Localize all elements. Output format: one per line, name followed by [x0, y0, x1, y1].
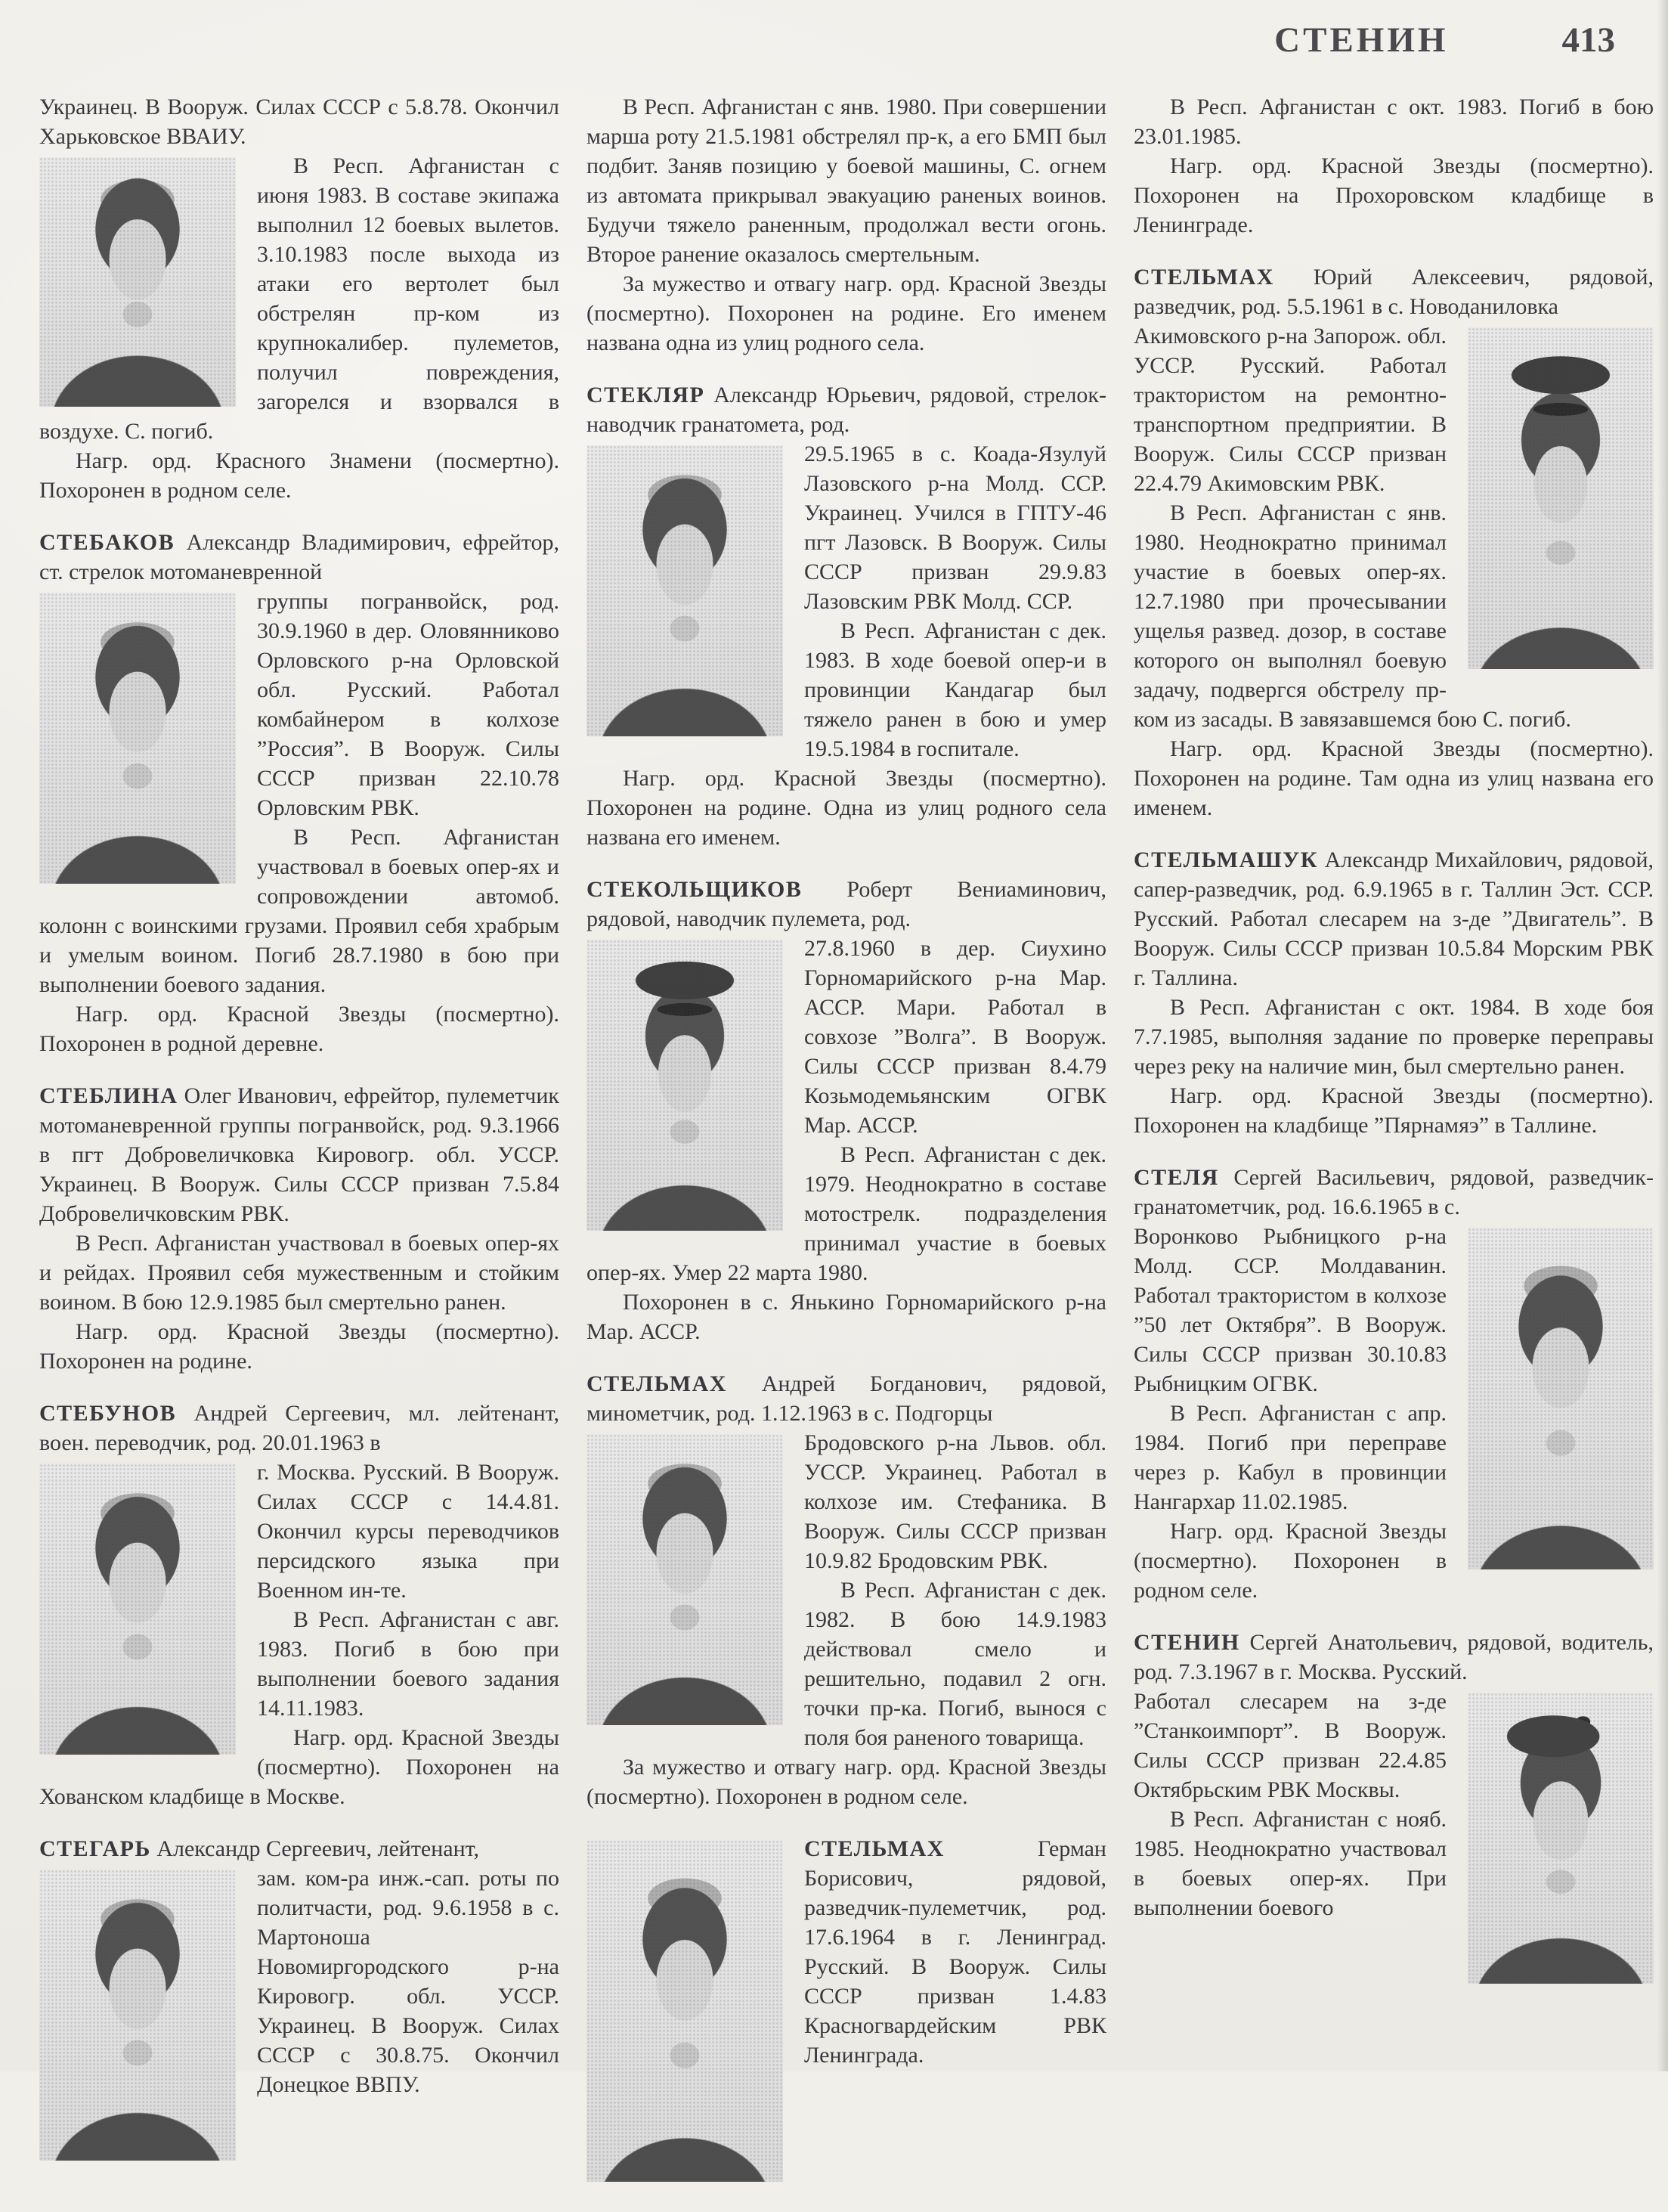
- surname: СТЕКЛЯР: [586, 383, 705, 407]
- paragraph: В Респ. Афганистан с апр. 1984. Погиб при переправе через р. Кабул в провинции Нангархар 11.02.1985.: [1134, 1401, 1447, 1514]
- heading-text: Герман Борисович, рядовой, разведчик-пулеметчик, род. 17.6.1964 в г. Ленинград. Русский. В Вооруж. Силы СССР призван 1.4.83 Красногвардейским РВК Ленинграда.: [804, 1836, 1106, 2068]
- paragraph: 29.5.1965 в с. Коада-Язулуй Лазовского р-на Молд. ССР. Украинец. Учился в ГПТУ-46 пгт Лазовск. В Вооруж. Силы СССР призван 29.9.83 Лазовским РВК Молд. ССР.: [804, 441, 1106, 614]
- heading-text: Роберт Вениаминович, рядовой, наводчик пулемета, род.: [586, 877, 1106, 931]
- entry-heading: [1134, 1163, 1654, 1222]
- heading-text: Сергей Васильевич, рядовой, разведчик-гранатометчик, род. 16.6.1965 в с.: [1134, 1165, 1654, 1219]
- portrait-photo: [586, 1840, 783, 2182]
- entry-continuation-stekljar-prev: [586, 92, 1106, 358]
- portrait-photo: [39, 1870, 236, 2161]
- running-title: СТЕНИН: [1274, 20, 1449, 60]
- surname: СТЕЛЯ: [1134, 1165, 1219, 1190]
- surname: СТЕЛЬМАХ: [586, 1371, 727, 1396]
- column-2: [586, 92, 1106, 2212]
- entry-steblina: [39, 1081, 559, 1376]
- portrait-photo: [39, 1464, 236, 1755]
- entry-stebunov: [39, 1399, 559, 1811]
- column-3: [1134, 92, 1654, 2212]
- heading-text: Сергей Анатольевич, рядовой, водитель, род. 7.3.1967 в г. Москва. Русский.: [1134, 1630, 1654, 1684]
- entry-stekolshchikov: [586, 875, 1106, 1346]
- entry-heading: [39, 1834, 559, 1863]
- heading-text: Олег Иванович, ефрейтор, пулеметчик мотоманевренной группы погранвойск, род. 9.3.1966 в пгт Добровеличковка Кировогр. обл. УССР. Украинец. В Вооруж. Силы СССР призван 7.5.84 Добровеличковским РВК.: [39, 1083, 559, 1226]
- surname: СТЕКОЛЬЩИКОВ: [586, 877, 803, 902]
- paragraph: Нагр. орд. Красной Звезды (посмертно). Похоронен на Прохоровском кладбище в Ленинграде.: [1134, 153, 1654, 237]
- entry-stelmakh-yuriy: [1134, 262, 1654, 823]
- entry-stenin: [1134, 1628, 1654, 1991]
- surname: СТЕНИН: [1134, 1630, 1240, 1655]
- heading-text: Александр Сергеевич, лейтенант,: [150, 1836, 480, 1861]
- portrait-photo: [586, 445, 783, 736]
- heading-text: Андрей Богданович, рядовой, минометчик, род. 1.12.1963 в с. Подгорцы: [586, 1371, 1106, 1426]
- heading-text: Александр Владимирович, ефрейтор, ст. стрелок мотоманевренной: [39, 530, 559, 584]
- paragraph: В Респ. Афганистан с янв. 1980. При совершении марша роту 21.5.1981 обстрелял пр-к, а его БМП был подбит. Заняв позицию у боевой машины, С. огнем из автомата прикрывал эвакуацию раненых воинов. Будучи тяжело раненным, продолжал вести огонь. Второе ранение оказалось смертельным.: [586, 94, 1106, 267]
- paragraph: В Респ. Афганистан участвовал в боевых опер-ях и рейдах. Проявил себя мужественным и стойким воином. В бою 12.9.1985 был смертельно ранен.: [39, 1231, 559, 1315]
- heading-text: Александр Юрьевич, рядовой, стрелок-наводчик гранатомета, род.: [586, 383, 1106, 437]
- heading-text: Андрей Сергеевич, мл. лейтенант, воен. переводчик, род. 20.01.1963 в: [39, 1401, 559, 1455]
- heading-text: Александр Михайлович, рядовой, сапер-разведчик, род. 6.9.1965 в г. Таллин Эст. ССР. Русский. Работал слесарем на з-де ”Двигатель”. В Вооруж. Силы СССР призван 10.5.84 Морским РВК г. Таллина.: [1134, 847, 1654, 990]
- heading-text: Юрий Алексеевич, рядовой, разведчик, род. 5.5.1961 в с. Новоданиловка: [1134, 265, 1654, 319]
- surname: СТЕЛЬМАХ: [804, 1836, 945, 1861]
- entry-heading: [1134, 1628, 1654, 1687]
- paragraph: группы погранвойск, род. 30.9.1960 в дер. Оловянниково Орловского р-на Орловской обл. Русский. Работал комбайнером в колхозе ”Россия”. В Вооруж. Силы СССР призван 22.10.78 Орловским РВК.: [257, 589, 559, 820]
- entry-stelmakh-andrey: [586, 1369, 1106, 1811]
- paragraph: Нагр. орд. Красной Звезды (посмертно). Похоронен на кладбище ”Пярнамяэ” в Таллине.: [1134, 1083, 1654, 1138]
- entry-heading: [39, 1399, 559, 1458]
- entry-stebakov: [39, 528, 559, 1058]
- paragraph: Нагр. орд. Красной Звезды (посмертно). Похоронен в родной деревне.: [39, 1002, 559, 1056]
- surname: СТЕБАКОВ: [39, 530, 175, 555]
- paragraph: В Респ. Афганистан с янв. 1980. Неоднократно принимал участие в боевых опер-ях. 12.7.1980 при прочесывании ущелья развед. дозор, в составе которого он выполнял боевую задачу, подвергся обстрелу пр-ком из засады. В завязавшемся бою С. погиб.: [1134, 500, 1571, 732]
- paragraph: В Респ. Афганистан с дек. 1982. В бою 14.9.1983 действовал смело и решительно, подавил 2 огн. точки пр-ка. Погиб, вынося с поля боя раненого товарища.: [804, 1578, 1106, 1750]
- paragraph: Акимовского р-на Запорож. обл. УССР. Русский. Работал трактористом на ремонтно-транспортном предприятии. В Вооруж. Силы СССР призван 22.4.79 Акимовским РВК.: [1134, 324, 1447, 496]
- paragraph: Воронково Рыбницкого р-на Молд. ССР. Молдаванин. Работал трактористом в колхозе ”50 лет Октября”. В Вооруж. Силы СССР призван 30.10.83 Рыбницким ОГВК.: [1134, 1224, 1447, 1396]
- paragraph: г. Москва. Русский. В Вооруж. Силах СССР с 14.4.81. Окончил курсы переводчиков персидского языка при Военном ин-те.: [257, 1460, 559, 1603]
- paragraph: Бродовского р-на Львов. обл. УССР. Украинец. Работал в колхозе им. Стефаника. В Вооруж. Силы СССР призван 10.9.82 Бродовским РВК.: [804, 1430, 1106, 1573]
- entry-stelya: [1134, 1163, 1654, 1605]
- paragraph: В Респ. Афганистан с июня 1983. В составе экипажа выполнил 12 боевых вылетов. 3.10.1983 после выхода из атаки его вертолет был обстрелян пр-ком из крупнокалибер. пулеметов, получил повреждения, загорелся и взорвался в воздухе. С. погиб.: [39, 153, 559, 444]
- surname: СТЕЛЬМАХ: [1134, 265, 1274, 290]
- paragraph: В Респ. Афганистан с нояб. 1985. Неоднократно участвовал в боевых опер-ях. При выполнении боевого: [1134, 1807, 1447, 1920]
- entry-stelmakh-german: [586, 1834, 1106, 2189]
- entry-continuation-previous: [39, 92, 559, 505]
- portrait-photo: [586, 940, 783, 1231]
- text-columns: [39, 92, 1668, 2212]
- paragraph: В Респ. Афганистан участвовал в боевых опер-ях и сопровождении автомоб. колонн с воинскими грузами. Проявил себя храбрым и умелым воином. Погиб 28.7.1980 в бою при выполнении боевого задания.: [39, 825, 559, 997]
- paragraph: В Респ. Афганистан с окт. 1983. Погиб в бою 23.01.1985.: [1134, 94, 1654, 149]
- paragraph: Нагр. орд. Красной Звезды (посмертно). Похоронен на родине. Одна из улиц родного села названа его именем.: [586, 766, 1106, 850]
- paragraph: В Респ. Афганистан с дек. 1983. В ходе боевой опер-и в провинции Кандагар был тяжело ранен в бою и умер 19.5.1984 в госпитале.: [804, 618, 1106, 761]
- paragraph: зам. ком-ра инж.-сап. роты по политчасти, род. 9.6.1958 в с. Мартоноша Новомиргородского р-на Кировогр. обл. УССР. Украинец. В Вооруж. Силах СССР с 30.8.75. Окончил Донецкое ВВПУ.: [257, 1866, 559, 2097]
- entry-heading: [586, 875, 1106, 934]
- entry-heading: [39, 1081, 559, 1228]
- portrait-photo: [1468, 1693, 1654, 1984]
- surname: СТЕЛЬМАШУК: [1134, 847, 1318, 872]
- paragraph: 27.8.1960 в дер. Сиухино Горномарийского р-на Мар. АССР. Мари. Работал в совхозе ”Волга”. В Вооруж. Силы СССР призван 8.4.79 Козьмодемьянским ОГВК Мар. АССР.: [804, 936, 1106, 1138]
- column-1: [39, 92, 559, 2212]
- surname: СТЕБЛИНА: [39, 1083, 178, 1108]
- entry-heading: [1134, 262, 1654, 321]
- portrait-photo: [39, 593, 236, 884]
- surname: СТЕГАРЬ: [39, 1836, 151, 1861]
- paragraph: В Респ. Афганистан с авг. 1983. Погиб в бою при выполнении боевого задания 14.11.1983.: [257, 1607, 559, 1721]
- paragraph: Украинец. В Вооруж. Силах СССР с 5.8.78. Окончил Харьковское ВВАИУ.: [39, 94, 559, 149]
- paragraph: Нагр. орд. Красной Звезды (посмертно). Похоронен на родине.: [39, 1319, 559, 1374]
- paragraph: Нагр. орд. Красной Звезды (посмертно). Похоронен в родном селе.: [1134, 1519, 1447, 1603]
- entry-stekljar: [586, 380, 1106, 852]
- entry-heading: [586, 380, 1106, 439]
- entry-stegar: [39, 1834, 559, 2168]
- entry-continuation-stelmakh-prev: [1134, 92, 1654, 240]
- page-number: 413: [1561, 20, 1615, 60]
- paragraph: За мужество и отвагу нагр. орд. Красной Звезды (посмертно). Похоронен на родине. Его именем названа одна из улиц родного села.: [586, 271, 1106, 355]
- entry-heading: [586, 1369, 1106, 1428]
- paragraph: За мужество и отвагу нагр. орд. Красной Звезды (посмертно). Похоронен в родном селе.: [586, 1755, 1106, 1809]
- portrait-photo: [1468, 1228, 1654, 1569]
- entry-heading: [1134, 845, 1654, 993]
- entry-stelmashuk: [1134, 845, 1654, 1140]
- portrait-photo: [39, 157, 236, 407]
- portrait-photo: [586, 1434, 783, 1725]
- paragraph: Нагр. орд. Красной Звезды (посмертно). Похоронен на родине. Там одна из улиц названа его именем.: [1134, 736, 1654, 820]
- entry-heading: [39, 528, 559, 587]
- page-header: [39, 20, 1668, 60]
- paragraph: Похоронен в с. Янькино Горномарийского р-на Мар. АССР.: [586, 1290, 1106, 1344]
- paragraph: Нагр. орд. Красного Знамени (посмертно). Похоронен в родном селе.: [39, 448, 559, 503]
- paragraph: В Респ. Афганистан с окт. 1984. В ходе боя 7.7.1985, выполняя задание по проверке переправы через реку на наличие мин, был смертельно ранен.: [1134, 995, 1654, 1079]
- portrait-photo: [1468, 327, 1654, 669]
- paragraph: В Респ. Афганистан с дек. 1979. Неоднократно в составе мотострелк. подразделения принимал участие в боевых опер-ях. Умер 22 марта 1980.: [586, 1142, 1106, 1285]
- surname: СТЕБУНОВ: [39, 1401, 177, 1426]
- paragraph: Работал слесарем на з-де ”Станкоимпорт”. В Вооруж. Силы СССР призван 22.4.85 Октябрьским РВК Москвы.: [1134, 1689, 1447, 1802]
- paragraph: Нагр. орд. Красной Звезды (посмертно). Похоронен на Хованском кладбище в Москве.: [39, 1725, 559, 1809]
